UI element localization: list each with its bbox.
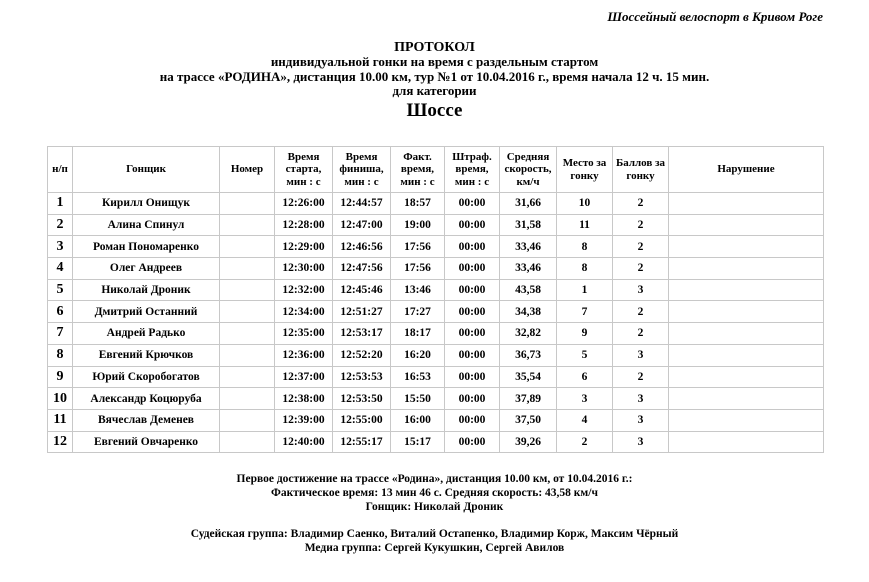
cell-speed: 37,89	[500, 388, 557, 410]
table-row	[48, 236, 824, 258]
record-line-2: Фактическое время: 13 мин 46 с. Средняя скорость: 43,58 км/ч	[271, 487, 598, 499]
cell-n: 3	[48, 236, 73, 258]
cell-points: 2	[613, 258, 669, 280]
record-line-1: Первое достижение на трассе «Родина», дистанция 10.00 км, от 10.04.2016 г.:	[236, 473, 633, 485]
race-details-line: на трассе «РОДИНА», дистанция 10.00 км, тур №1 от 10.04.2016 г., время начала 12 ч. 15 мин.	[159, 68, 710, 84]
cell-number	[220, 344, 275, 366]
cell-place: 9	[557, 323, 613, 345]
record-line-3: Гонщик: Николай Дроник	[365, 501, 504, 513]
table-row	[48, 388, 824, 410]
cell-speed: 37,50	[500, 409, 557, 431]
cell-penalty: 00:00	[445, 323, 500, 345]
cell-n: 9	[48, 366, 73, 388]
col-header-n: н/п	[48, 147, 73, 193]
cell-finish: 12:47:56	[333, 258, 391, 280]
cell-finish: 12:47:00	[333, 214, 391, 236]
cell-penalty: 00:00	[445, 193, 500, 215]
cell-violation	[669, 344, 824, 366]
cell-penalty: 00:00	[445, 301, 500, 323]
cell-number	[220, 323, 275, 345]
cell-start: 12:26:00	[275, 193, 333, 215]
cell-actual: 17:27	[391, 301, 445, 323]
cell-start: 12:36:00	[275, 344, 333, 366]
cell-violation	[669, 279, 824, 301]
cell-rider: Дмитрий Останний	[73, 301, 220, 323]
cell-place: 8	[557, 236, 613, 258]
cell-penalty: 00:00	[445, 366, 500, 388]
cell-number	[220, 214, 275, 236]
cell-place: 5	[557, 344, 613, 366]
col-header-speed: Средняя скорость, км/ч	[500, 147, 557, 193]
cell-n: 1	[48, 193, 73, 215]
cell-finish: 12:44:57	[333, 193, 391, 215]
cell-violation	[669, 301, 824, 323]
cell-points: 2	[613, 366, 669, 388]
cell-rider: Александр Коцюруба	[73, 388, 220, 410]
cell-actual: 19:00	[391, 214, 445, 236]
results-table	[47, 146, 824, 453]
cell-penalty: 00:00	[445, 279, 500, 301]
cell-number	[220, 366, 275, 388]
col-header-actual: Факт. время, мин : с	[391, 147, 445, 193]
col-header-start: Время старта, мин : с	[275, 147, 333, 193]
col-header-penalty: Штраф. время, мин : с	[445, 147, 500, 193]
cell-actual: 16:00	[391, 409, 445, 431]
cell-rider: Евгений Крючков	[73, 344, 220, 366]
cell-finish: 12:45:46	[333, 279, 391, 301]
cell-penalty: 00:00	[445, 258, 500, 280]
cell-points: 2	[613, 323, 669, 345]
cell-penalty: 00:00	[445, 388, 500, 410]
cell-actual: 17:56	[391, 236, 445, 258]
cell-start: 12:40:00	[275, 431, 333, 453]
cell-actual: 16:53	[391, 366, 445, 388]
col-header-place: Место за гонку	[557, 147, 613, 193]
cell-penalty: 00:00	[445, 409, 500, 431]
cell-violation	[669, 193, 824, 215]
table-row	[48, 301, 824, 323]
cell-finish: 12:55:17	[333, 431, 391, 453]
table-row	[48, 193, 824, 215]
cell-rider: Николай Дроник	[73, 279, 220, 301]
cell-number	[220, 236, 275, 258]
cell-penalty: 00:00	[445, 214, 500, 236]
cell-violation	[669, 214, 824, 236]
corner-title: Шоссейный велоспорт в Кривом Роге	[607, 9, 823, 24]
cell-actual: 15:50	[391, 388, 445, 410]
cell-actual: 15:17	[391, 431, 445, 453]
cell-violation	[669, 431, 824, 453]
cell-place: 6	[557, 366, 613, 388]
cell-actual: 18:57	[391, 193, 445, 215]
cell-place: 10	[557, 193, 613, 215]
cell-place: 8	[557, 258, 613, 280]
table-row	[48, 366, 824, 388]
cell-n: 11	[48, 409, 73, 431]
cell-speed: 36,73	[500, 344, 557, 366]
cell-violation	[669, 236, 824, 258]
cell-speed: 43,58	[500, 279, 557, 301]
cell-start: 12:30:00	[275, 258, 333, 280]
category-label: для категории	[392, 83, 477, 98]
cell-actual: 13:46	[391, 279, 445, 301]
cell-number	[220, 279, 275, 301]
judges-line: Судейская группа: Владимир Саенко, Виталий Остапенко, Владимир Корж, Максим Чёрный	[190, 528, 679, 540]
cell-actual: 16:20	[391, 344, 445, 366]
cell-violation	[669, 258, 824, 280]
cell-speed: 33,46	[500, 258, 557, 280]
table-row	[48, 279, 824, 301]
cell-n: 8	[48, 344, 73, 366]
cell-violation	[669, 366, 824, 388]
cell-n: 12	[48, 431, 73, 453]
cell-place: 7	[557, 301, 613, 323]
cell-number	[220, 388, 275, 410]
cell-rider: Роман Пономаренко	[73, 236, 220, 258]
media-line: Медиа группа: Сергей Кукушкин, Сергей Авилов	[304, 542, 565, 554]
cell-number	[220, 409, 275, 431]
cell-place: 2	[557, 431, 613, 453]
cell-points: 3	[613, 409, 669, 431]
cell-speed: 34,38	[500, 301, 557, 323]
cell-speed: 39,26	[500, 431, 557, 453]
cell-finish: 12:53:50	[333, 388, 391, 410]
cell-penalty: 00:00	[445, 344, 500, 366]
cell-start: 12:29:00	[275, 236, 333, 258]
cell-number	[220, 258, 275, 280]
cell-penalty: 00:00	[445, 236, 500, 258]
cell-points: 2	[613, 214, 669, 236]
table-header-row	[48, 147, 824, 193]
cell-points: 3	[613, 344, 669, 366]
cell-points: 3	[613, 279, 669, 301]
table-row	[48, 409, 824, 431]
cell-penalty: 00:00	[445, 431, 500, 453]
record-block	[0, 472, 869, 514]
cell-points: 3	[613, 431, 669, 453]
cell-start: 12:37:00	[275, 366, 333, 388]
cell-n: 2	[48, 214, 73, 236]
cell-finish: 12:53:53	[333, 366, 391, 388]
cell-rider: Кирилл Онищук	[73, 193, 220, 215]
col-header-finish: Время финиша, мин : с	[333, 147, 391, 193]
col-header-number: Номер	[220, 147, 275, 193]
cell-start: 12:32:00	[275, 279, 333, 301]
cell-finish: 12:51:27	[333, 301, 391, 323]
cell-speed: 33,46	[500, 236, 557, 258]
category-name: Шоссе	[406, 99, 463, 121]
cell-number	[220, 431, 275, 453]
cell-start: 12:39:00	[275, 409, 333, 431]
cell-place: 11	[557, 214, 613, 236]
cell-speed: 31,58	[500, 214, 557, 236]
cell-number	[220, 193, 275, 215]
cell-speed: 32,82	[500, 323, 557, 345]
credits-block	[0, 527, 869, 555]
cell-start: 12:35:00	[275, 323, 333, 345]
cell-rider: Вячеслав Деменев	[73, 409, 220, 431]
cell-points: 2	[613, 193, 669, 215]
cell-n: 10	[48, 388, 73, 410]
cell-n: 7	[48, 323, 73, 345]
document-header	[0, 40, 869, 122]
cell-n: 4	[48, 258, 73, 280]
cell-finish: 12:53:17	[333, 323, 391, 345]
table-row	[48, 214, 824, 236]
cell-place: 4	[557, 409, 613, 431]
table-row	[48, 323, 824, 345]
cell-actual: 18:17	[391, 323, 445, 345]
cell-rider: Алина Спинул	[73, 214, 220, 236]
cell-rider: Евгений Овчаренко	[73, 431, 220, 453]
cell-start: 12:28:00	[275, 214, 333, 236]
col-header-violation: Нарушение	[669, 147, 824, 193]
cell-violation	[669, 409, 824, 431]
cell-place: 3	[557, 388, 613, 410]
table-row	[48, 258, 824, 280]
cell-place: 1	[557, 279, 613, 301]
cell-violation	[669, 388, 824, 410]
table-row	[48, 344, 824, 366]
cell-speed: 31,66	[500, 193, 557, 215]
cell-points: 3	[613, 388, 669, 410]
cell-rider: Андрей Радько	[73, 323, 220, 345]
race-type-line: индивидуальной гонки на время с раздельным стартом	[270, 54, 599, 69]
cell-rider: Юрий Скоробогатов	[73, 366, 220, 388]
col-header-points: Баллов за гонку	[613, 147, 669, 193]
cell-finish: 12:55:00	[333, 409, 391, 431]
cell-points: 2	[613, 236, 669, 258]
cell-rider: Олег Андреев	[73, 258, 220, 280]
cell-actual: 17:56	[391, 258, 445, 280]
cell-finish: 12:46:56	[333, 236, 391, 258]
table-row	[48, 431, 824, 453]
cell-start: 12:34:00	[275, 301, 333, 323]
cell-finish: 12:52:20	[333, 344, 391, 366]
cell-start: 12:38:00	[275, 388, 333, 410]
cell-number	[220, 301, 275, 323]
protocol-title: ПРОТОКОЛ	[394, 40, 475, 55]
cell-violation	[669, 323, 824, 345]
col-header-rider: Гонщик	[73, 147, 220, 193]
cell-n: 5	[48, 279, 73, 301]
cell-n: 6	[48, 301, 73, 323]
cell-points: 2	[613, 301, 669, 323]
cell-speed: 35,54	[500, 366, 557, 388]
